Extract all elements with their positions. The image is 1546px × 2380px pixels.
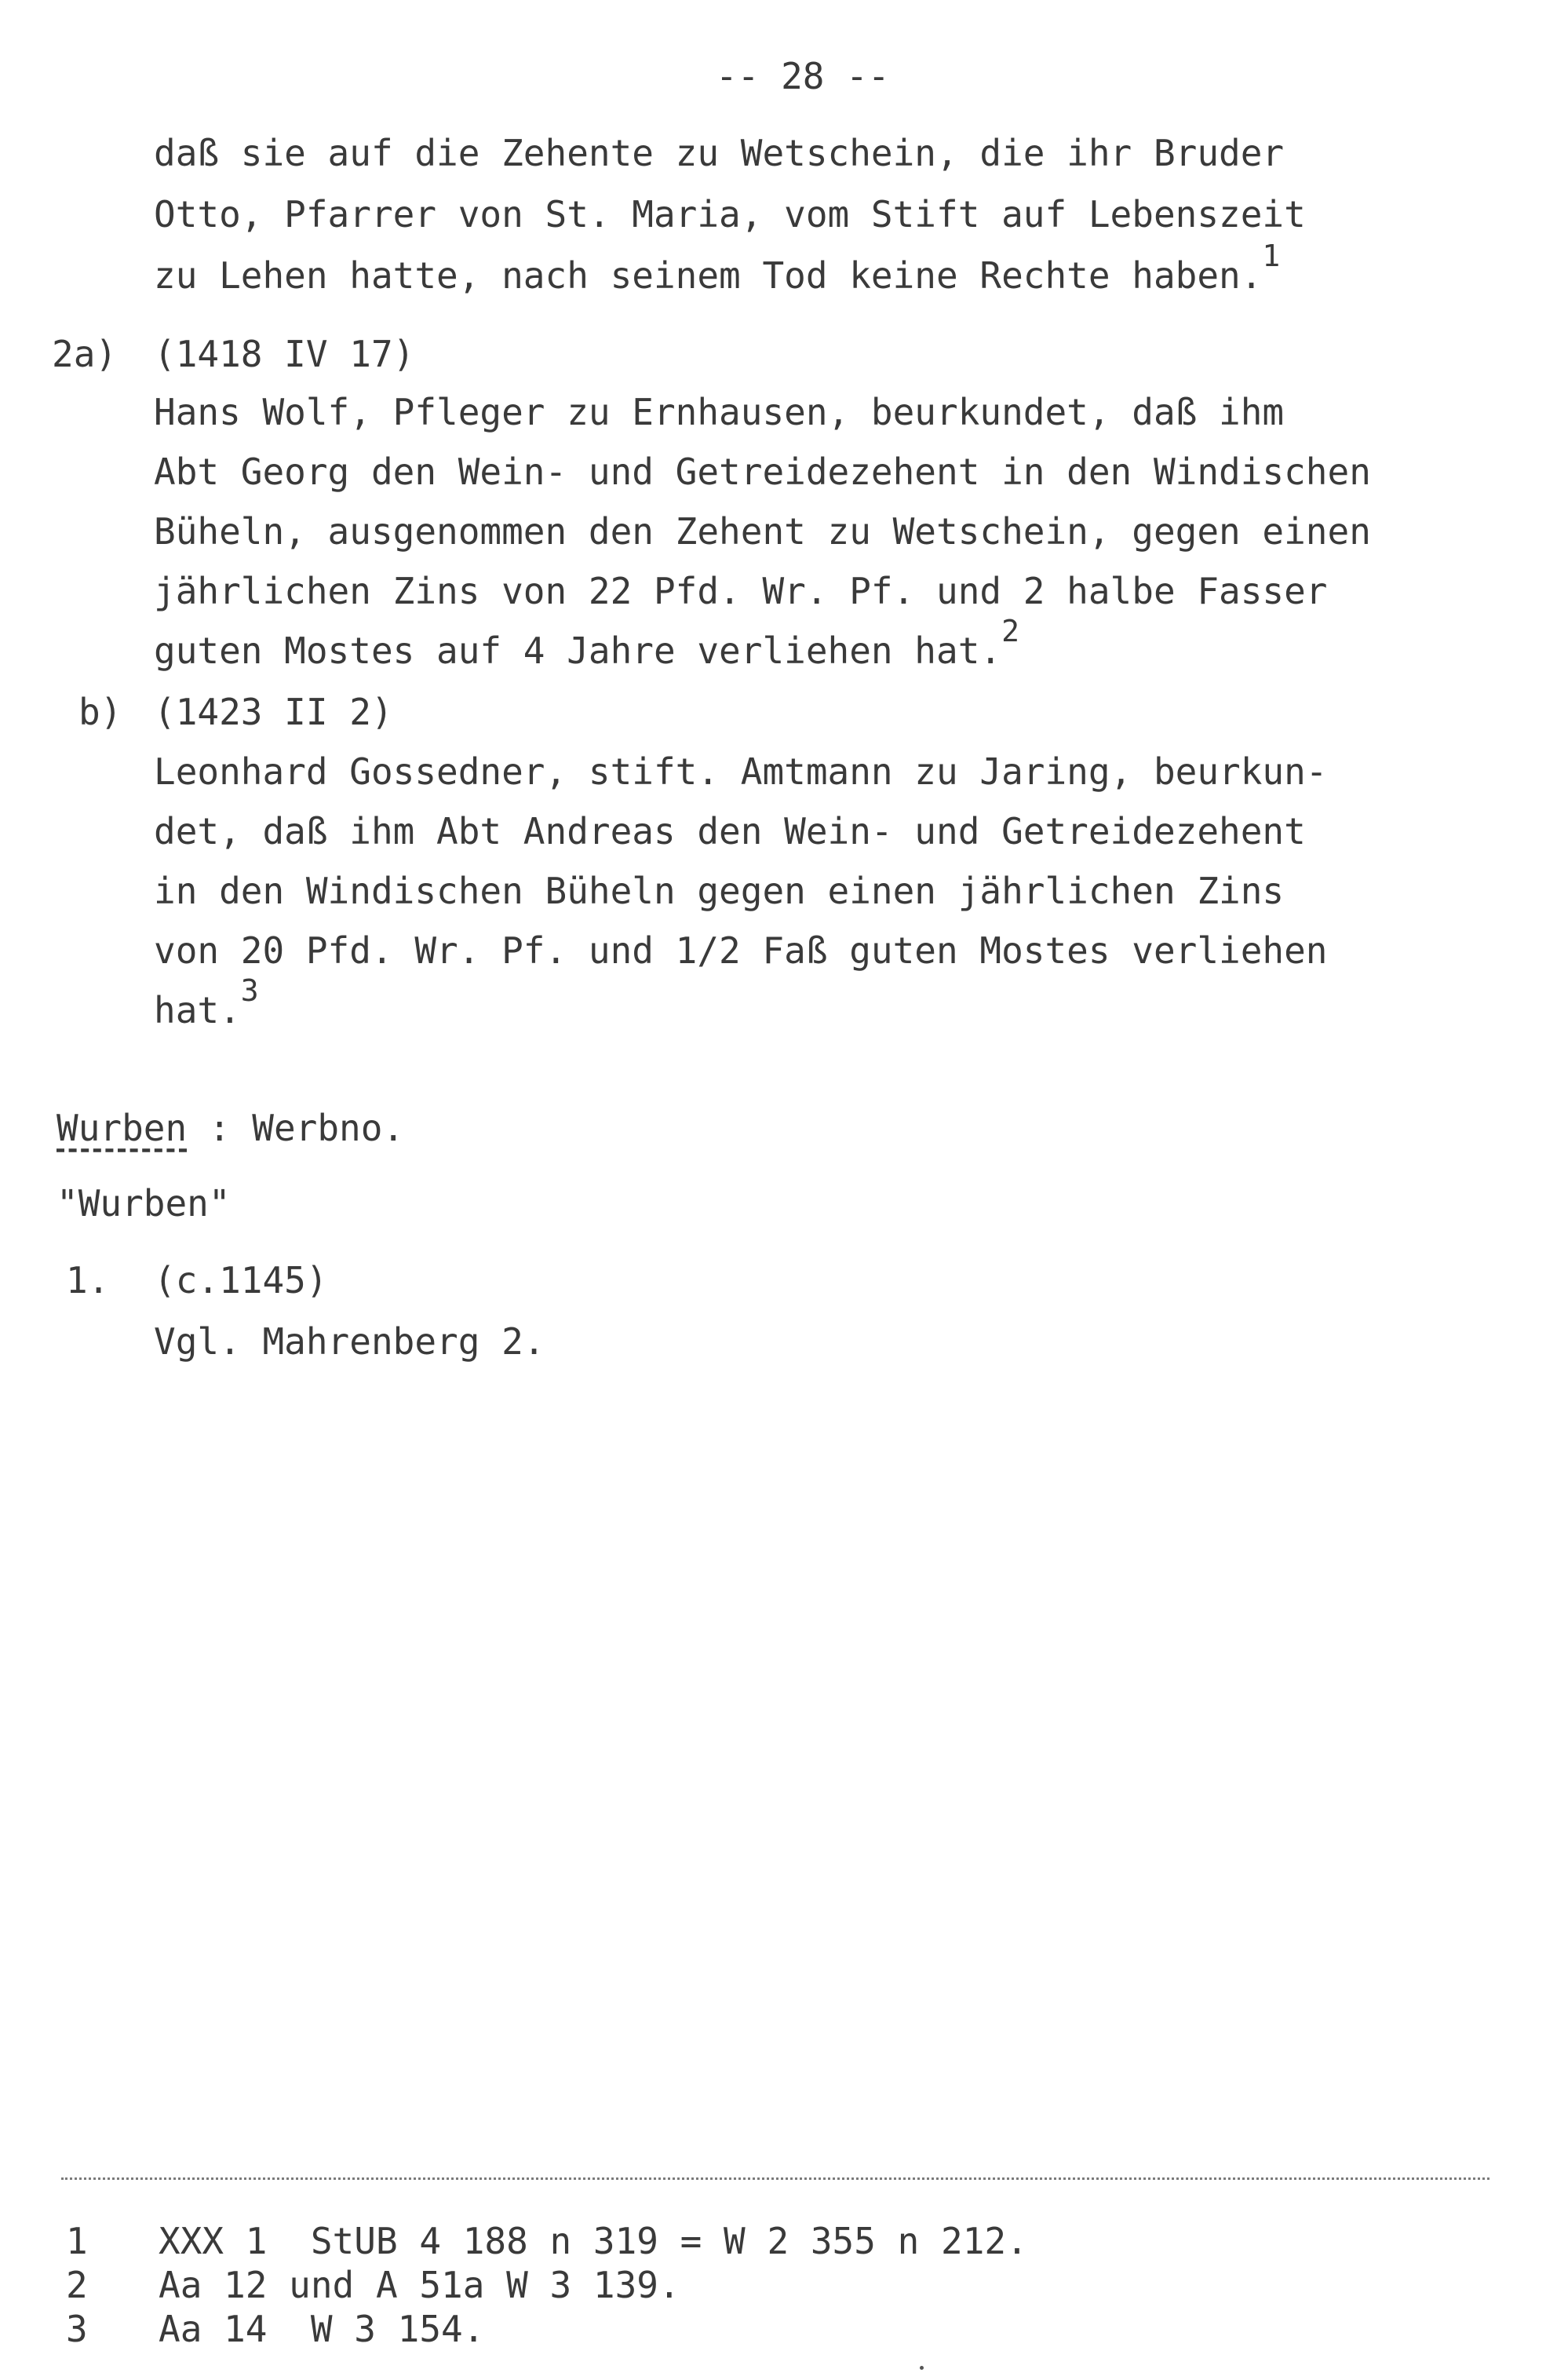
footnote-2-number: 2: [66, 2264, 88, 2306]
entry-2b-line-5: hat.$^3$: [154, 973, 259, 1031]
entry-2a-label: 2a): [52, 333, 118, 375]
entry-2a-line-3: Büheln, ausgenommen den Zehent zu Wetschein, gegen einen: [154, 510, 1371, 553]
entry-1-text: Vgl. Mahrenberg 2.: [154, 1320, 545, 1363]
footnote-ref-1: 1: [1262, 239, 1281, 273]
entry-1-date: (c.1145): [154, 1259, 328, 1301]
footnote-divider: [61, 2177, 1489, 2180]
footnote-3-number: 3: [66, 2308, 88, 2350]
entry-2a-line-1: Hans Wolf, Pfleger zu Ernhausen, beurkundet, daß ihm: [154, 391, 1285, 433]
intro-line-3: zu Lehen hatte, nach seinem Tod keine Rechte haben.$^1$: [154, 239, 1281, 297]
place-term: Wurben: [57, 1107, 188, 1149]
entry-2a-line-4: jährlichen Zins von 22 Pfd. Wr. Pf. und 2 halbe Fasser: [154, 570, 1328, 612]
footnote-ref-3: 3: [240, 973, 259, 1008]
entry-2b-line-3: in den Windischen Büheln gegen einen jährlichen Zins: [154, 870, 1285, 912]
entry-2b-line-1: Leonhard Gossedner, stift. Amtmann zu Jaring, beurkun-: [154, 750, 1328, 793]
footnote-3-text: Aa 14 W 3 154.: [159, 2308, 485, 2350]
footnote-1-number: 1: [66, 2220, 88, 2262]
page-number: -- 28 --: [716, 55, 890, 97]
footnote-1-text: XXX 1 StUB 4 188 n 319 = W 2 355 n 212.: [159, 2220, 1028, 2262]
entry-2b-date: (1423 II 2): [154, 691, 393, 733]
entry-2b-line-2: det, daß ihm Abt Andreas den Wein- und Getreidezehent: [154, 810, 1306, 852]
intro-line-1: daß sie auf die Zehente zu Wetschein, die ihr Bruder: [154, 132, 1285, 174]
entry-2a-date: (1418 IV 17): [154, 333, 415, 375]
entry-2b-line-4: von 20 Pfd. Wr. Pf. und 1/2 Faß guten Mostes verliehen: [154, 929, 1328, 972]
entry-2a-line-2: Abt Georg den Wein- und Getreidezehent in den Windischen: [154, 451, 1371, 493]
intro-line-2: Otto, Pfarrer von St. Maria, vom Stift auf Lebenszeit: [154, 193, 1306, 235]
quoted-name: "Wurben": [57, 1182, 231, 1225]
entry-2a-line-5: guten Mostes auf 4 Jahre verliehen hat.$^2$: [154, 614, 1019, 672]
footnote-ref-2: 2: [1001, 614, 1019, 648]
entry-2b-label: b): [78, 691, 122, 733]
place-heading: Wurben : Werbno.: [57, 1107, 405, 1149]
scan-speck: [920, 2366, 924, 2370]
place-variant: Werbno.: [252, 1107, 405, 1149]
entry-1-label: 1.: [66, 1259, 110, 1301]
footnote-2-text: Aa 12 und A 51a W 3 139.: [159, 2264, 680, 2306]
